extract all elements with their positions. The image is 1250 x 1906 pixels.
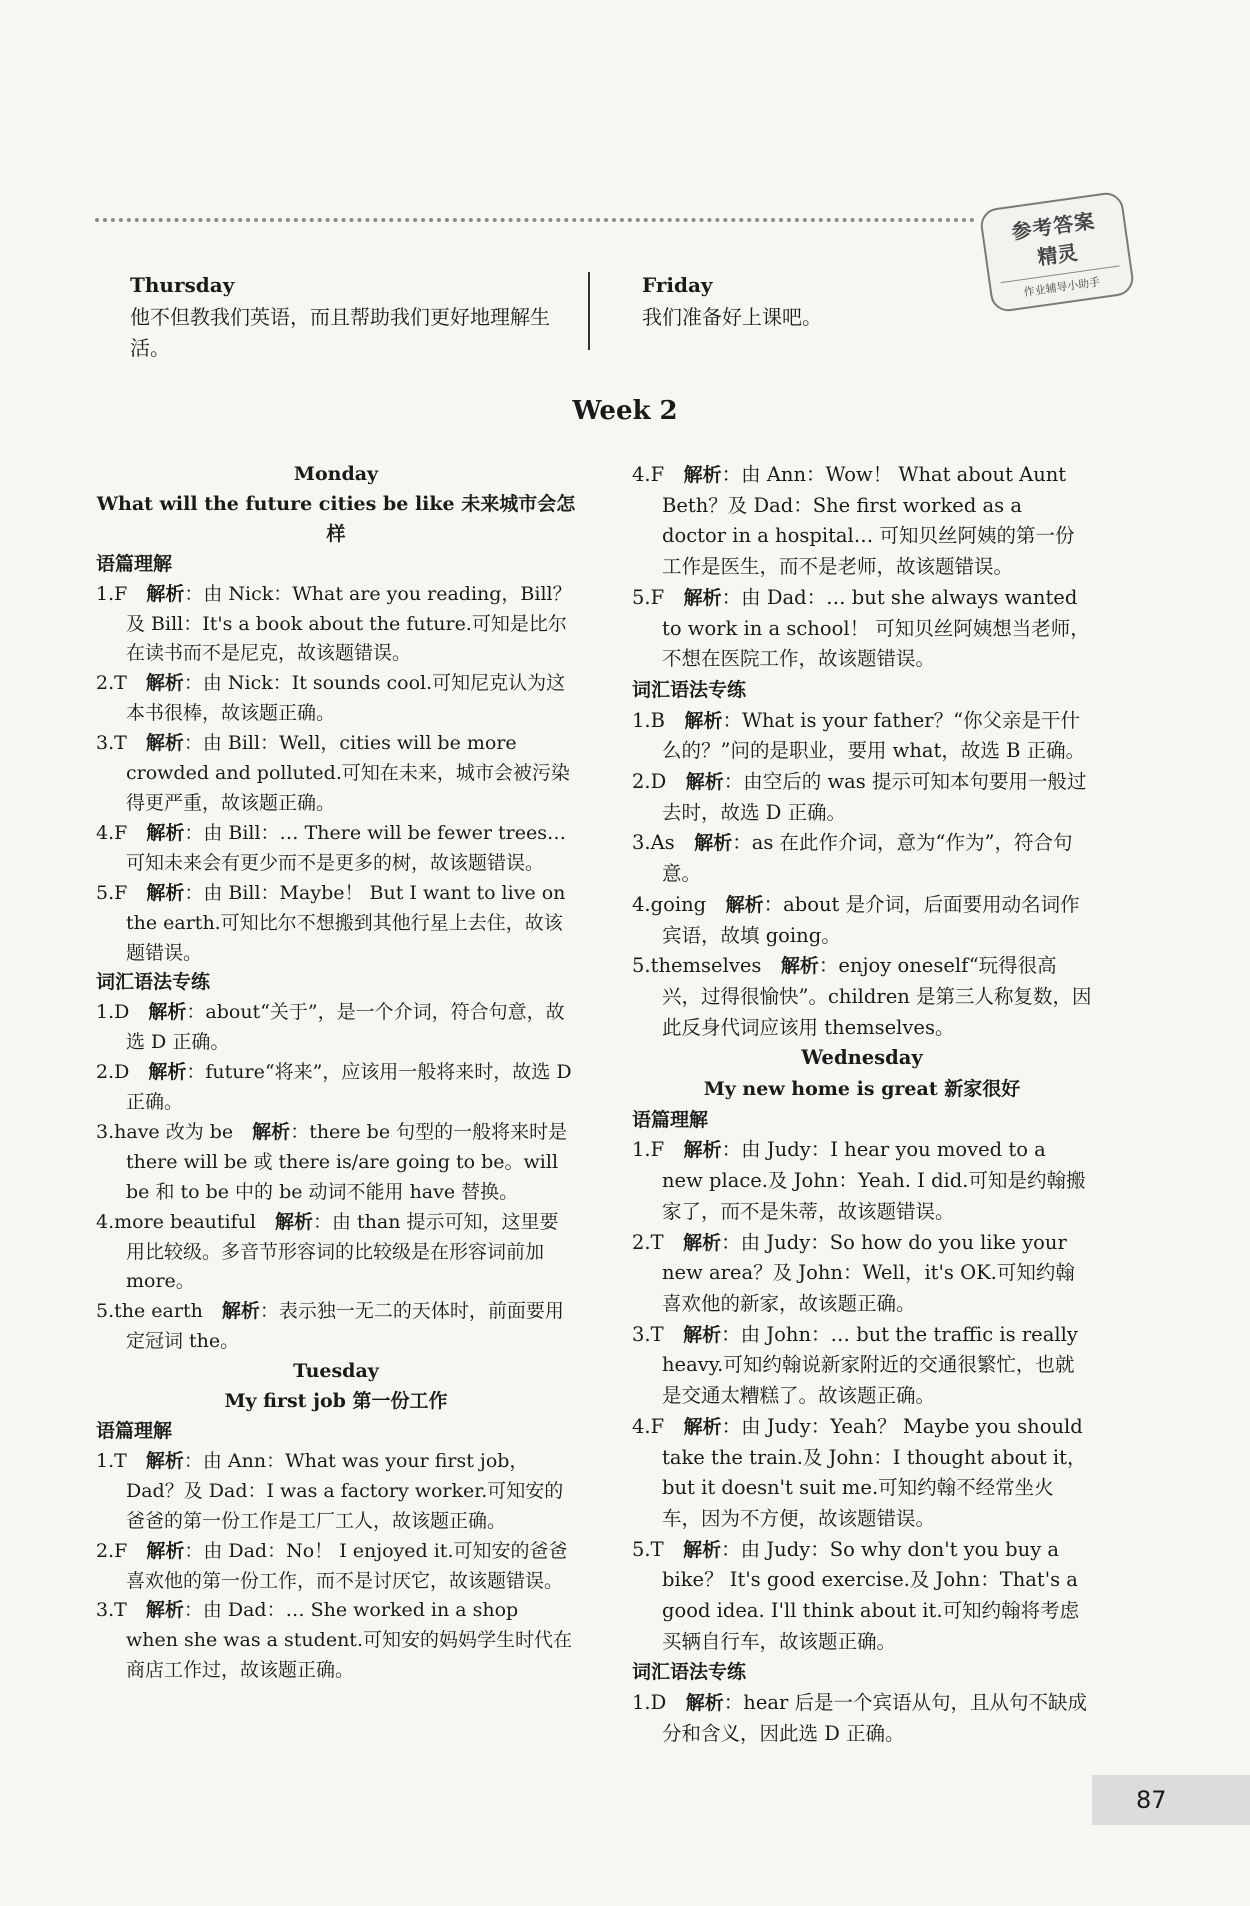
answer-item [632, 890, 1092, 951]
answer-item [632, 1535, 1092, 1658]
analysis-text: ：as 在此作介词，意为“作为”，符合句意。 [662, 831, 1073, 886]
analysis-text: ：由 than 提示可知，这里要用比较级。多音节形容词的比较级是在形容词前加 more。 [126, 1210, 559, 1293]
wednesday-sec2: 词汇语法专练 [632, 1661, 747, 1684]
analysis-text: ：由 Judy：So how do you like your new area？及 John：Well，it's OK.可知约翰喜欢他的新家，故该题正确。 [662, 1230, 1075, 1315]
answer-item [632, 1320, 1092, 1412]
analysis-text: ：由 Dad：… She worked in a shop when she was a student.可知安的妈妈学生时代在商店工作过，故该题正确。 [126, 1599, 572, 1682]
analysis-label: 解析 [146, 1539, 185, 1562]
answer-number: 1.T [96, 1449, 127, 1472]
column-divider [588, 272, 590, 350]
analysis-label: 解析 [780, 955, 819, 978]
analysis-label: 解析 [683, 464, 722, 486]
answer-number: 1.D [632, 1691, 667, 1715]
analysis-label: 解析 [684, 709, 723, 732]
left-column [96, 460, 576, 1686]
answer-number: 3.T [96, 1599, 127, 1622]
answer-number: 5.the earth [96, 1300, 203, 1323]
answer-number: 2.T [632, 1230, 664, 1254]
analysis-label: 解析 [252, 1120, 291, 1143]
answer-number: 5.F [96, 881, 128, 904]
answer-number: 2.D [632, 770, 667, 794]
analysis-label: 解析 [683, 1231, 722, 1254]
monday-items1 [96, 580, 576, 969]
page-number: 87 [1092, 1775, 1250, 1825]
answer-number: 2.F [96, 1539, 128, 1562]
analysis-label: 解析 [683, 1415, 722, 1438]
analysis-text: ：由 Nick：It sounds cool.可知尼克认为这本书很棒，故该题正确。 [126, 672, 566, 725]
analysis-text: ：由 Dad：No！ I enjoyed it.可知安的爸爸喜欢他的第一份工作，而不是讨厌它，故该题错误。 [126, 1539, 568, 1592]
friday-title: Friday [642, 273, 713, 297]
analysis-text: ：future“将来”，应该用一般将来时，故选 D 正确。 [126, 1061, 572, 1114]
analysis-label: 解析 [274, 1210, 313, 1233]
analysis-label: 解析 [145, 732, 184, 755]
answer-item [96, 819, 576, 879]
week-title: Week 2 [572, 396, 678, 426]
analysis-label: 解析 [146, 881, 185, 904]
analysis-text: ：由 Bill：Well，cities will be more crowded and polluted.可知在未来，城市会被污染得更严重，故该题正确。 [126, 732, 570, 814]
answer-item [632, 1135, 1092, 1227]
analysis-text: ：enjoy oneself“玩得很高兴，过得很愉快”。children 是第三人称复数，因此反身代词应该用 themselves。 [662, 954, 1092, 1039]
right-column [632, 460, 1092, 1750]
thursday-text: 他不但教我们英语，而且帮助我们更好地理解生活。 [130, 304, 550, 360]
tuesday-sec2: 词汇语法专练 [632, 678, 747, 701]
answer-item [632, 1228, 1092, 1320]
analysis-label: 解析 [221, 1300, 260, 1323]
answer-number: 3.As [632, 831, 675, 855]
answer-number: 2.D [96, 1061, 130, 1084]
answer-item [632, 1688, 1092, 1749]
answer-item [96, 1208, 576, 1298]
wednesday-title: Wednesday [801, 1046, 923, 1070]
friday-block [642, 270, 962, 333]
analysis-label: 解析 [683, 1139, 722, 1162]
answer-item [96, 1297, 576, 1357]
monday-sec1: 语篇理解 [96, 552, 173, 575]
wednesday-items2 [632, 1688, 1092, 1749]
wednesday-sec1: 语篇理解 [632, 1108, 709, 1131]
analysis-text: ：about“关于”，是一个介词，符合句意，故选 D 正确。 [126, 1001, 565, 1054]
analysis-label: 解析 [683, 586, 722, 609]
answer-number: 4.more beautiful [96, 1210, 256, 1233]
monday-sec2: 词汇语法专练 [96, 971, 211, 994]
analysis-text: ：由空后的 was 提示可知本句要用一般过去时，故选 D 正确。 [662, 770, 1087, 824]
answer-item [96, 1118, 576, 1208]
analysis-label: 解析 [685, 1692, 724, 1715]
analysis-label: 解析 [146, 821, 185, 844]
answer-item [96, 879, 576, 969]
analysis-label: 解析 [685, 771, 724, 794]
analysis-text: ：由 Judy：Yeah？ Maybe you should take the train.及 John：I thought about it，but it doesn't suit me.可知约翰不经常坐火车，因为不方便，故该题错误。 [662, 1414, 1087, 1530]
analysis-label: 解析 [725, 893, 764, 916]
stamp-line1: 参考答案 [1010, 208, 1097, 244]
wednesday-items1 [632, 1135, 1092, 1657]
analysis-text: ：由 Bill：… There will be fewer trees… 可知未来会有更少而不是更多的树，故该题错误。 [126, 821, 566, 874]
thursday-title: Thursday [130, 273, 235, 297]
thursday-block [130, 270, 570, 365]
analysis-label: 解析 [148, 1061, 187, 1084]
answer-item [632, 706, 1092, 767]
monday-title: Monday [293, 463, 379, 485]
answer-number: 5.themselves [632, 954, 762, 978]
answer-item [632, 767, 1092, 828]
analysis-text: ：about 是介词，后面要用动名词作宾语，故填 going。 [662, 892, 1080, 947]
answer-item [632, 951, 1092, 1043]
analysis-text: ：由 Ann：What was your first job，Dad？及 Dad：I was a factory worker.可知安的爸爸的第一份工作是工厂工人，故该题正确。 [126, 1449, 564, 1532]
analysis-label: 解析 [145, 672, 184, 695]
analysis-text: ：由 John：… but the traffic is really heavy.可知约翰说新家附近的交通很繁忙，也就是交通太糟糕了。故该题正确。 [662, 1322, 1078, 1408]
answer-item [96, 1447, 576, 1537]
answer-item [632, 1412, 1092, 1535]
tuesday-items2 [632, 706, 1092, 1044]
answer-number: 2.T [96, 672, 127, 695]
monday-items2 [96, 998, 576, 1357]
analysis-text: ：由 Judy：I hear you moved to a new place.及 John：Yeah. I did.可知是约翰搬家了，而不是朱蒂，故该题错误。 [662, 1138, 1086, 1223]
tuesday-right-items1 [632, 460, 1092, 675]
answer-stamp-logo [978, 190, 1135, 313]
answer-number: 3.have 改为 be [96, 1120, 234, 1143]
answer-number: 4.going [632, 892, 707, 916]
answer-item [96, 998, 576, 1058]
answer-number: 4.F [96, 821, 128, 844]
answer-item [96, 1596, 576, 1686]
answer-number: 1.D [96, 1001, 130, 1024]
tuesday-title: Tuesday [293, 1360, 379, 1383]
analysis-text: ：由 Dad：… but she always wanted to work in a school！ 可知贝丝阿姨想当老师，不想在医院工作，故该题错误。 [662, 585, 1090, 671]
analysis-label: 解析 [683, 1538, 722, 1561]
answer-item [96, 729, 576, 819]
answer-item [96, 669, 576, 729]
answer-number: 4.F [632, 1414, 665, 1438]
answer-number: 5.T [632, 1537, 664, 1561]
analysis-text: ：由 Ann：Wow！ What about Aunt Beth？及 Dad：She first worked as a doctor in a hospital… 可知贝丝阿姨的第一份工作是医生，而不是老师，故该题错误。 [662, 463, 1075, 579]
answer-number: 1.F [96, 582, 128, 605]
answer-item [632, 828, 1092, 889]
analysis-text: ：there be 句型的一般将来时是 there will be 或 there is/are going to be。will be 和 to be 中的 be 动词不能用 have 替换。 [126, 1120, 568, 1203]
analysis-label: 解析 [694, 832, 733, 855]
answer-number: 1.B [632, 708, 665, 732]
monday-subtitle: What will the future cities be like 未来城市会怎样 [96, 492, 576, 545]
stamp-line2: 精灵 [1035, 240, 1079, 270]
dotted-divider [95, 218, 975, 222]
analysis-label: 解析 [145, 1449, 184, 1472]
analysis-text: ：由 Bill：Maybe！ But I want to live on the earth.可知比尔不想搬到其他行星上去住，故该题错误。 [126, 881, 566, 964]
answer-number: 3.T [632, 1322, 664, 1346]
wednesday-subtitle: My new home is great 新家很好 [703, 1078, 1021, 1101]
friday-text: 我们准备好上课吧。 [642, 304, 822, 329]
analysis-label: 解析 [146, 582, 185, 605]
analysis-text: ：表示独一无二的天体时，前面要用定冠词 the。 [126, 1300, 564, 1353]
analysis-text: ：由 Judy：So why don't you buy a bike？ It's good exercise.及 John：That's a good idea. I'll think about it.可知约翰将考虑买辆自行车，故该题正确。 [662, 1537, 1080, 1653]
answer-item [96, 1537, 576, 1597]
analysis-text: ：hear 后是一个宾语从句，且从句不缺成分和含义，因此选 D 正确。 [662, 1691, 1088, 1745]
tuesday-items1 [96, 1447, 576, 1686]
answer-item [96, 580, 576, 670]
analysis-text: ：What is your father？“你父亲是干什么的？”问的是职业，要用 what，故选 B 正确。 [662, 708, 1086, 763]
answer-number: 3.T [96, 732, 127, 755]
analysis-text: ：由 Nick：What are you reading，Bill？及 Bill：It's a book about the future.可知是比尔在读书而不是尼克，故该题错误。 [126, 582, 572, 665]
analysis-label: 解析 [148, 1001, 187, 1024]
tuesday-subtitle: My first job 第一份工作 [224, 1390, 448, 1413]
answer-number: 1.F [632, 1138, 665, 1162]
answer-item [632, 460, 1092, 583]
stamp-line3: 作业辅导小助手 [1001, 265, 1123, 302]
analysis-label: 解析 [683, 1323, 722, 1346]
answer-item [96, 1058, 576, 1118]
answer-item [632, 583, 1092, 675]
tuesday-sec1: 语篇理解 [96, 1420, 173, 1442]
answer-number: 4.F [632, 463, 665, 486]
analysis-label: 解析 [145, 1599, 184, 1622]
answer-number: 5.F [632, 585, 665, 609]
